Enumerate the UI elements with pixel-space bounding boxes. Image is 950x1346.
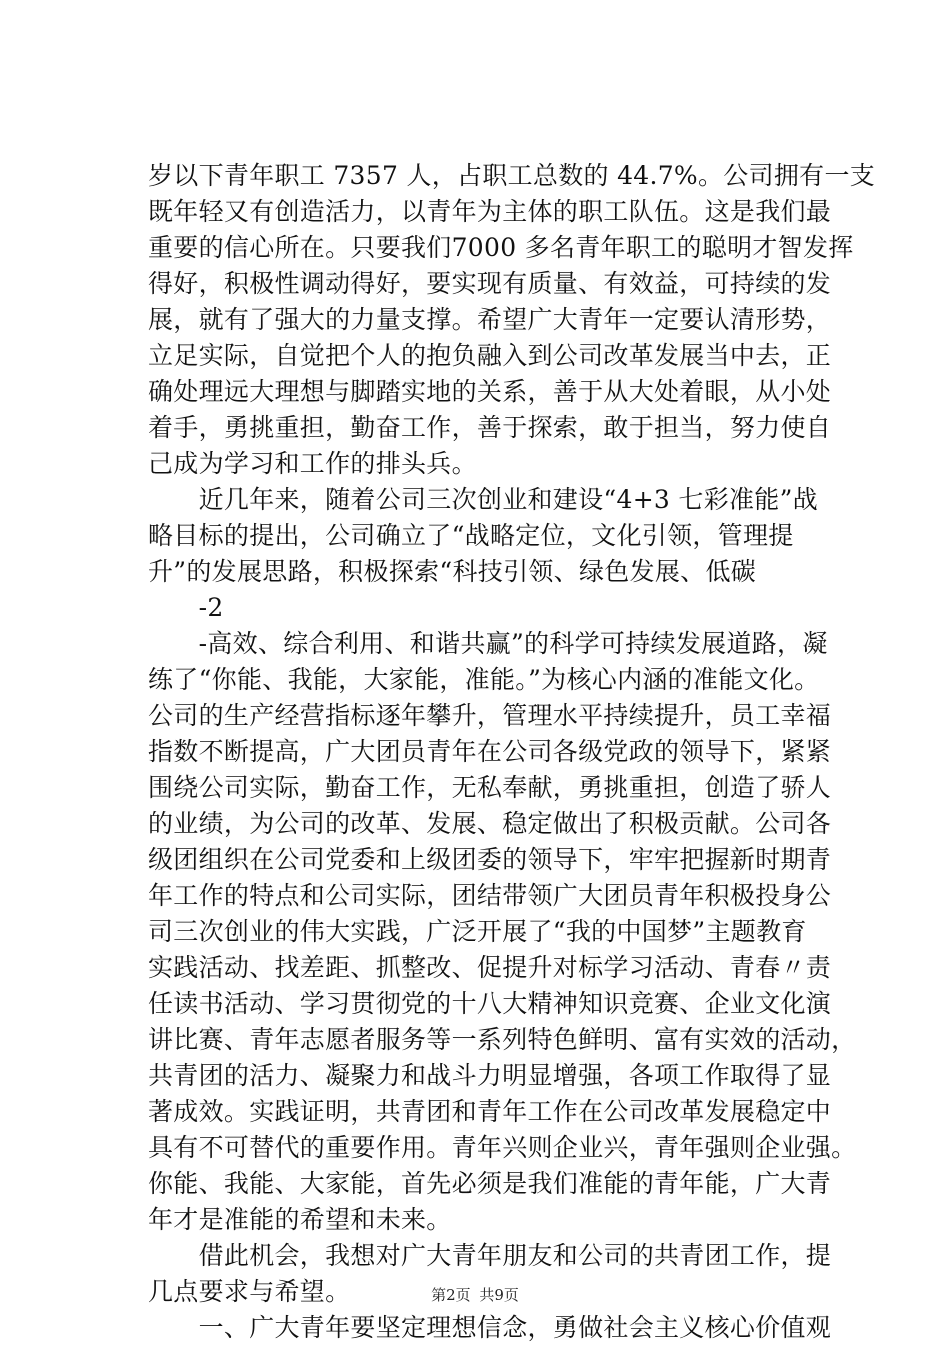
page-total: 共9页	[479, 1286, 519, 1304]
text-line: 围绕公司实际，勤奋工作，无私奉献，勇挑重担，创造了骄人	[148, 773, 832, 802]
text-line: 的业绩，为公司的改革、发展、稳定做出了积极贡献。公司各	[148, 809, 832, 838]
text-line: 升”的发展思路，积极探索“科技引领、绿色发展、低碳	[148, 557, 757, 586]
text-line: 己成为学习和工作的排头兵。	[148, 449, 477, 478]
text-line: 年工作的特点和公司实际，团结带领广大团员青年积极投身公	[148, 881, 832, 910]
text-line: 具有不可替代的重要作用。青年兴则企业兴，青年强则企业强。	[148, 1133, 857, 1162]
text-line: 近几年来，随着公司三次创业和建设“4+3 七彩准能”战	[148, 485, 818, 514]
text-line: 实践活动、找差距、抓整改、促提升对标学习活动、青春〃责	[148, 953, 832, 982]
text-line: 借此机会，我想对广大青年朋友和公司的共青团工作，提	[148, 1241, 832, 1270]
text-line: 讲比赛、青年志愿者服务等一系列特色鲜明、富有实效的活动，	[148, 1025, 857, 1054]
text-line: 得好，积极性调动得好，要实现有质量、有效益，可持续的发	[148, 269, 832, 298]
text-line: 展，就有了强大的力量支撑。希望广大青年一定要认清形势，	[148, 305, 832, 334]
text-line: 既年轻又有创造活力，以青年为主体的职工队伍。这是我们最	[148, 197, 832, 226]
text-line: 几点要求与希望。	[148, 1277, 351, 1306]
text-line: 岁以下青年职工 7357 人，占职工总数的 44.7%。公司拥有一支	[148, 161, 876, 190]
text-line: 重要的信心所在。只要我们7000 多名青年职工的聪明才智发挥	[148, 233, 854, 262]
text-line: 司三次创业的伟大实践，广泛开展了“我的中国梦”主题教育	[148, 917, 807, 946]
text-line: 级团组织在公司党委和上级团委的领导下，牢牢把握新时期青	[148, 845, 832, 874]
text-line: 你能、我能、大家能，首先必须是我们准能的青年能，广大青	[148, 1169, 832, 1198]
text-line: 指数不断提高，广大团员青年在公司各级党政的领导下，紧紧	[148, 737, 832, 766]
text-line: 年才是准能的希望和未来。	[148, 1205, 452, 1234]
page-number: 第2页	[431, 1286, 471, 1304]
text-line: -高效、综合利用、和谐共赢”的科学可持续发展道路，凝	[148, 629, 828, 658]
text-line: 确处理远大理想与脚踏实地的关系，善于从大处着眼，从小处	[148, 377, 832, 406]
text-line: 著成效。实践证明，共青团和青年工作在公司改革发展稳定中	[148, 1097, 832, 1126]
page-marker: -2	[148, 593, 224, 622]
document-body	[148, 158, 876, 1346]
text-line: 任读书活动、学习贯彻党的十八大精神知识竞赛、企业文化演	[148, 989, 832, 1018]
text-line: 一、广大青年要坚定理想信念，勇做社会主义核心价值观	[148, 1313, 832, 1342]
text-line: 公司的生产经营指标逐年攀升，管理水平持续提升，员工幸福	[148, 701, 832, 730]
text-line: 练了“你能、我能，大家能，准能。”为核心内涵的准能文化。	[148, 665, 820, 694]
page-footer	[0, 1285, 950, 1305]
text-line: 立足实际，自觉把个人的抱负融入到公司改革发展当中去，正	[148, 341, 832, 370]
text-line: 着手，勇挑重担，勤奋工作，善于探索，敢于担当，努力使自	[148, 413, 832, 442]
text-line: 共青团的活力、凝聚力和战斗力明显增强，各项工作取得了显	[148, 1061, 832, 1090]
text-line: 略目标的提出，公司确立了“战略定位，文化引领，管理提	[148, 521, 794, 550]
